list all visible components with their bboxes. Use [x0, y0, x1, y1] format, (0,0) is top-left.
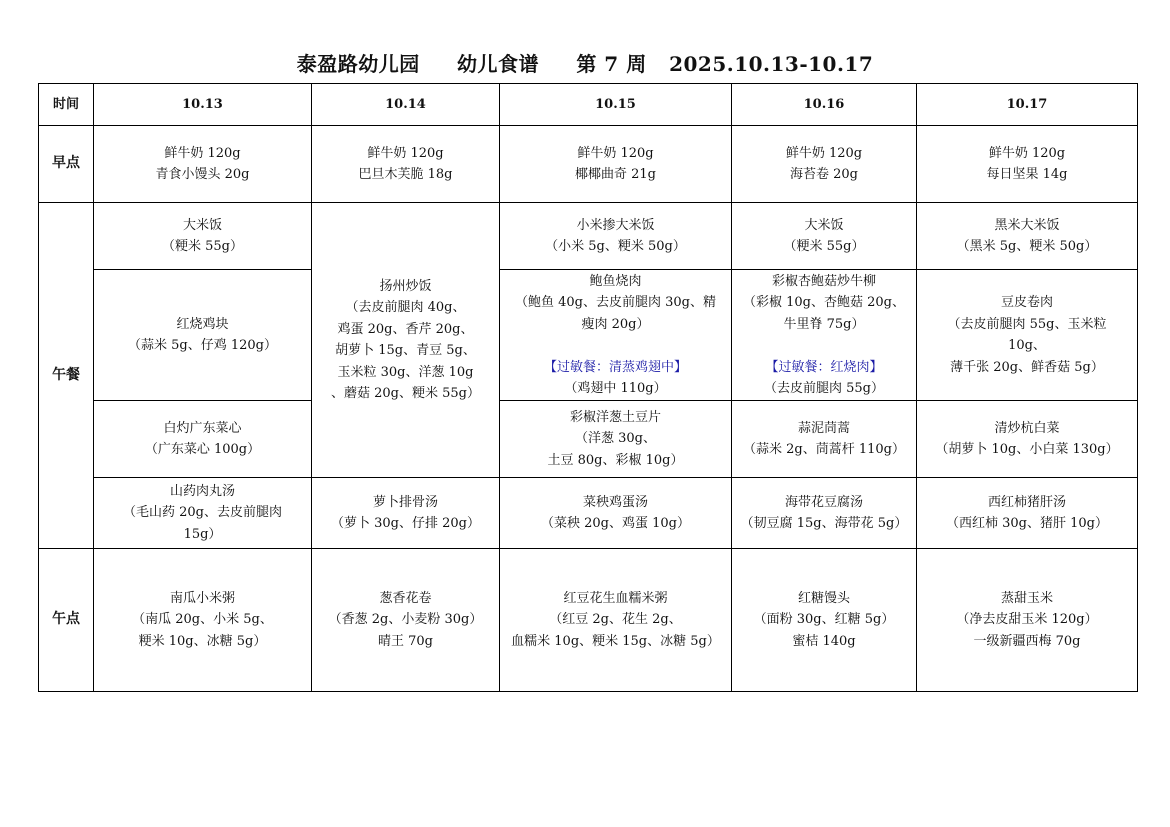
dish-detail: 10g、 [1008, 338, 1046, 353]
dish-name: 山药肉丸汤 [169, 483, 235, 499]
dish-name: 红烧鸡块 [176, 316, 229, 332]
breakfast-cell [500, 126, 732, 203]
dish-name: 大米饭 [804, 217, 844, 233]
dish-detail: （西红柿 30g、猪肝 10g） [946, 516, 1108, 531]
dish-detail: （面粉 30g、红糖 5g） [753, 612, 895, 628]
breakfast-label: 早点 [39, 126, 94, 203]
lunch-veg-cell [500, 401, 732, 478]
lunch-soup-cell [732, 478, 917, 549]
dish-name: 葱香花卷 [379, 590, 432, 606]
lunch-soup-cell [917, 478, 1138, 549]
dish-detail: （萝卜 30g、仔排 20g） [331, 516, 480, 531]
snack-cell [312, 549, 500, 692]
breakfast-item: 鲜牛奶 120g [577, 145, 654, 161]
dish-detail: 15g） [183, 526, 222, 542]
lunch-main-cell [500, 270, 732, 401]
dish-detail: （蒜米 2g、茼蒿杆 110g） [743, 442, 905, 457]
dish-name: 蒸甜玉米 [1000, 590, 1053, 606]
spacer [736, 335, 912, 357]
dish-detail: （毛山药 20g、去皮前腿肉 [123, 505, 282, 521]
allergy-meal-detail: （去皮前腿肉 55g） [764, 381, 884, 396]
dish-detail: （去皮前腿肉 40g、 [345, 300, 466, 315]
dish-detail: （红豆 2g、花生 2g、 [549, 612, 682, 628]
dish-name: 菜秧鸡蛋汤 [582, 494, 648, 510]
lunch-combined-cell [312, 203, 500, 478]
dish-detail: （彩椒 10g、杏鲍菇 20g、 [743, 295, 905, 310]
dish-name: 海带花豆腐汤 [784, 494, 863, 510]
dish-detail: （粳米 55g） [783, 239, 865, 254]
dish-detail: （香葱 2g、小麦粉 30g） [328, 612, 483, 628]
dish-detail: 血糯米 10g、粳米 15g、冰糖 5g） [511, 633, 720, 649]
page-title: 泰盈路幼儿园 幼儿食谱 第 7 周 2025.10.13-10.17 [296, 52, 874, 76]
snack-cell [94, 549, 312, 692]
snack-row [39, 549, 1138, 692]
dish-name: 南瓜小米粥 [169, 590, 235, 606]
breakfast-item: 椰椰曲奇 21g [575, 167, 656, 182]
lunch-soup-cell [312, 478, 500, 549]
breakfast-item: 鲜牛奶 120g [367, 145, 444, 161]
dish-detail: 牛里脊 75g） [783, 316, 865, 332]
dish-detail: （胡萝卜 10g、小白菜 130g） [935, 442, 1119, 457]
dish-name: 豆皮卷肉 [1000, 295, 1053, 310]
lunch-soup-cell [500, 478, 732, 549]
breakfast-item: 鲜牛奶 120g [988, 145, 1066, 161]
dish-detail: 土豆 80g、彩椒 10g） [547, 452, 684, 468]
dish-name: 萝卜排骨汤 [372, 494, 438, 510]
lunch-main-row [39, 270, 1138, 401]
breakfast-cell [732, 126, 917, 203]
allergy-meal-label: 【过敏餐：清蒸鸡翅中】 [543, 359, 687, 375]
dish-name: 红糖馒头 [797, 590, 850, 606]
lunch-veg-cell [917, 401, 1138, 478]
dish-detail: （黑米 5g、粳米 50g） [956, 239, 1098, 254]
dish-name: 彩椒杏鲍菇炒牛柳 [771, 273, 876, 289]
dish-name: 小米掺大米饭 [576, 217, 655, 233]
allergy-meal-label: 【过敏餐：红烧肉】 [765, 359, 883, 375]
dish-detail: 鸡蛋 20g、香芹 20g、 [337, 321, 474, 337]
dish-detail: 晴王 70g [378, 633, 433, 649]
breakfast-item: 海苔卷 20g [790, 167, 858, 182]
lunch-staple-row [39, 203, 1138, 270]
dish-detail: （鲍鱼 40g、去皮前腿肉 30g、精 [515, 295, 716, 310]
breakfast-cell [917, 126, 1138, 203]
breakfast-item: 巴旦木芙脆 18g [358, 167, 453, 182]
spacer [504, 335, 727, 357]
snack-cell [500, 549, 732, 692]
dish-name: 彩椒洋葱土豆片 [569, 409, 661, 425]
day-header-4: 10.16 [732, 84, 917, 126]
dish-detail: 瘦肉 20g） [581, 316, 650, 332]
dish-name: 扬州炒饭 [379, 278, 432, 294]
dish-detail: 胡萝卜 15g、青豆 5g、 [335, 343, 476, 358]
dish-name: 清炒杭白菜 [994, 420, 1060, 436]
weekly-menu-table [38, 83, 1138, 692]
header-row [39, 84, 1138, 126]
dish-detail: （广东菜心 100g） [144, 442, 261, 457]
lunch-main-cell [732, 270, 917, 401]
dish-detail: 玉米粒 30g、洋葱 10g [337, 364, 474, 380]
dish-name: 红豆花生血糯米粥 [563, 590, 668, 606]
dish-detail: （小米 5g、粳米 50g） [545, 239, 686, 254]
lunch-staple-cell [917, 203, 1138, 270]
snack-cell [917, 549, 1138, 692]
lunch-staple-cell [500, 203, 732, 270]
lunch-soup-row [39, 478, 1138, 549]
dish-detail: （净去皮甜玉米 120g） [956, 612, 1098, 628]
dish-detail: （菜秧 20g、鸡蛋 10g） [541, 516, 690, 531]
day-header-2: 10.14 [312, 84, 500, 126]
lunch-veg-cell [732, 401, 917, 478]
dish-name: 黑米大米饭 [994, 217, 1060, 233]
breakfast-item: 青食小馒头 20g [155, 167, 250, 182]
dish-name: 鲍鱼烧肉 [589, 273, 642, 289]
time-header: 时间 [39, 84, 94, 126]
lunch-main-cell [917, 270, 1138, 401]
dish-detail: （蒜米 5g、仔鸡 120g） [128, 338, 277, 353]
lunch-main-cell [94, 270, 312, 401]
dish-name: 西红柿猪肝汤 [987, 494, 1066, 510]
dish-detail: 薄千张 20g、鲜香菇 5g） [950, 359, 1104, 375]
dish-detail: （粳米 55g） [162, 239, 243, 254]
dish-detail: 、蘑菇 20g、粳米 55g） [331, 386, 480, 401]
dish-detail: 蜜桔 140g [792, 633, 856, 649]
breakfast-item: 鲜牛奶 120g [164, 145, 241, 161]
dish-name: 白灼广东菜心 [163, 420, 242, 436]
breakfast-cell [94, 126, 312, 203]
lunch-veg-cell [94, 401, 312, 478]
snack-label: 午点 [39, 549, 94, 692]
lunch-label: 午餐 [39, 203, 94, 549]
breakfast-item: 每日坚果 14g [986, 167, 1068, 182]
breakfast-cell [312, 126, 500, 203]
breakfast-item: 鲜牛奶 120g [785, 145, 863, 161]
dish-name: 大米饭 [182, 217, 222, 233]
day-header-5: 10.17 [917, 84, 1138, 126]
dish-detail: （南瓜 20g、小米 5g、 [132, 612, 273, 628]
dish-detail: 一级新疆西梅 70g [973, 633, 1081, 649]
lunch-staple-cell [94, 203, 312, 270]
dish-detail: （韧豆腐 15g、海带花 5g） [740, 516, 908, 531]
lunch-soup-cell [94, 478, 312, 549]
day-header-1: 10.13 [94, 84, 312, 126]
dish-name: 蒜泥茼蒿 [797, 420, 850, 436]
breakfast-row [39, 126, 1138, 203]
day-header-3: 10.15 [500, 84, 732, 126]
lunch-staple-cell [732, 203, 917, 270]
dish-detail: 粳米 10g、冰糖 5g） [138, 633, 267, 649]
lunch-veg-row [39, 401, 1138, 478]
dish-detail: （去皮前腿肉 55g、玉米粒 [947, 316, 1107, 332]
snack-cell [732, 549, 917, 692]
allergy-meal-detail: （鸡翅中 110g） [564, 381, 667, 396]
dish-detail: （洋葱 30g、 [575, 431, 656, 447]
